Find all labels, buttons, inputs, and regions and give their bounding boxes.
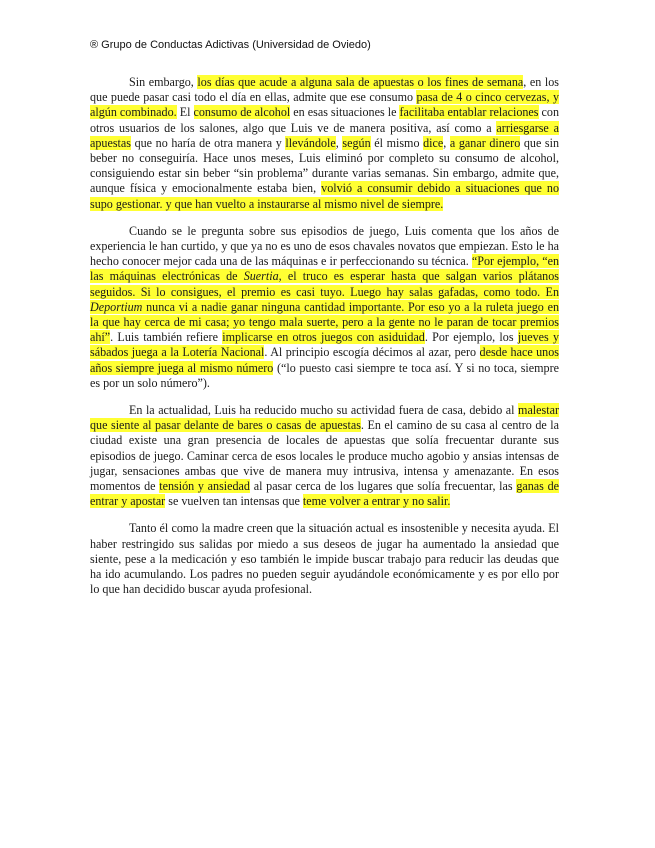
highlighted-text: según	[342, 135, 371, 150]
highlighted-text: arriesgarse a apuestas	[90, 120, 560, 150]
highlighted-text: pasa de 4 o cinco cervezas, y algún combinado.	[90, 90, 559, 120]
text-segment: que no haría de otra manera y	[130, 135, 286, 150]
highlighted-text: los días que acude a alguna sala de apuestas o los fines de semana	[197, 75, 524, 89]
text-segment: En la actualidad, Luis ha reducido mucho su actividad fuera de casa, debido al	[129, 403, 519, 418]
text-segment: El	[176, 105, 194, 120]
text-segment: . Al principio escogía décimos al azar, pero	[264, 345, 480, 360]
highlighted-text: Deportium	[90, 299, 143, 314]
text-segment: se vuelven tan intensas que	[165, 494, 303, 509]
text-segment: , en los que puede pasar casi todo el día en ellas, admite que ese consumo	[90, 75, 560, 105]
highlighted-text: desde hace unos años siempre juega al mismo número	[90, 345, 559, 375]
text-segment: Cuando se le pregunta sobre sus episodios de juego, Luis comenta que los años de experiencia le han curtido, y que ya no es uno de esos chavales novatos que empiezan. Esto le ha hecho conocer mejor cada una de las máquinas e ir perfeccionando su técnica.	[90, 223, 559, 269]
paragraph-2	[90, 224, 559, 391]
highlighted-text: ganas de entrar y apostar	[90, 479, 560, 509]
text-segment: Tanto él como la madre creen que la situación actual es insostenible y necesita ayuda. El haber restringido sus salidas por miedo a sus deseos de jugar ha aumentado la ansiedad que siente, pese a la medicación y eso también le impide buscar trabajo para reducir las deudas que ha ido acumulando. Los padres no pueden seguir ayudándole económicamente y es por ello por lo que han decidido buscar ayuda profesional.	[90, 521, 559, 597]
text-segment: él mismo	[370, 135, 424, 150]
paragraph-3	[90, 403, 559, 509]
highlighted-text: , el truco es esperar hasta que salgan varios plátanos seguidos. Si lo consigues, el premio es casi tuyo. Luego hay salas gafadas, como todo. En	[90, 269, 559, 299]
highlighted-text: volvió a consumir debido a situaciones que no supo gestionar. y que han vuelto a instaurarse al mismo nivel de siempre.	[90, 181, 559, 211]
text-segment: al pasar cerca de los lugares que solía frecuentar, las	[249, 479, 517, 494]
highlighted-text: llevándole	[285, 135, 336, 150]
text-segment: ,	[443, 135, 450, 150]
paragraph-4	[90, 521, 559, 597]
highlighted-text: malestar que siente al pasar delante de bares o casas de apuestas	[90, 403, 559, 433]
highlighted-text: a ganar dinero	[449, 135, 521, 150]
text-segment: con otros usuarios de los salones, algo que Luis ve de manera positiva, así como a	[90, 105, 560, 135]
highlighted-text: tensión y ansiedad	[159, 479, 250, 494]
text-segment: en esas situaciones le	[290, 105, 400, 120]
text-segment: que sin beber no conseguiría. Hace unos meses, Luis eliminó por completo su consumo de alcohol, consiguiendo estar sin beber “sin problema” durante varias semanas. Sin embargo, admite que, aunque física y emocionalmente estaba bien,	[90, 135, 560, 196]
paragraph-1	[90, 75, 559, 212]
highlighted-text: nunca vi a nadie ganar ninguna cantidad importante. Por eso yo a la ruleta juego en la que hay cerca de mi casa; yo tengo mala suerte, pero a la gente no le paran de tocar premios ahí”	[90, 299, 559, 345]
document-body	[90, 75, 559, 610]
text-segment: . Luis también refiere	[110, 330, 223, 345]
highlighted-text: jueves y sábados juega a la Lotería Nacional	[90, 330, 560, 360]
page-header: ® Grupo de Conductas Adictivas (Universidad de Oviedo)	[90, 39, 371, 51]
text-segment: Sin embargo,	[129, 75, 198, 89]
text-segment: . Por ejemplo, los	[424, 330, 518, 345]
highlighted-text: consumo de alcohol	[193, 105, 291, 120]
highlighted-text: implicarse en otros juegos con asiduidad	[222, 330, 425, 345]
text-segment: ,	[335, 135, 343, 150]
highlighted-text: “Por ejemplo, “en las máquinas electrónicas de	[90, 254, 560, 284]
highlighted-text: teme volver a entrar y no salir.	[302, 494, 451, 509]
highlighted-text: dice	[423, 135, 444, 150]
highlighted-text: Suertia	[243, 269, 279, 284]
text-segment: . En el camino de su casa al centro de la ciudad existe una gran presencia de locales de apuestas que solía frecuentar durante sus episodios de juego. Caminar cerca de esos locales le produce mucho agobio y ansias intensas de jugar, sensaciones ambas que vive de manera muy intrusiva, intensa y amenazante. En esos momentos de	[90, 418, 559, 494]
text-segment: (“lo puesto casi siempre te toca así. Y si no toca, siempre es por un solo número”).	[90, 360, 559, 390]
highlighted-text: facilitaba entablar relaciones	[399, 105, 539, 120]
